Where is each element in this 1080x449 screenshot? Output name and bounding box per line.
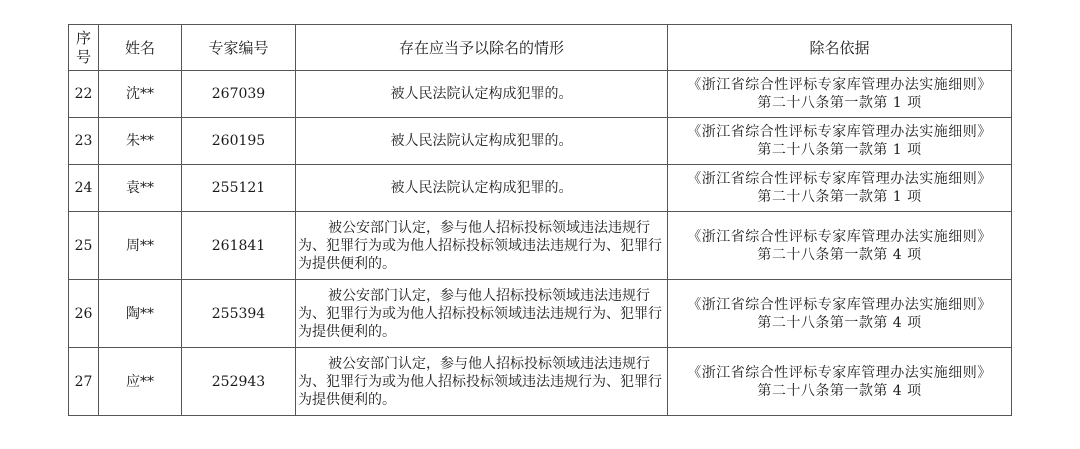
- expert-removal-table: [68, 24, 1012, 416]
- header-number: [69, 25, 99, 71]
- row-number: 27: [69, 348, 99, 416]
- row-circumstance-text: 被公安部门认定，参与他人招标投标领域违法违规行为、犯罪行为或为他人招标投标领域违法违规行为、犯罪行为提供便利的。: [298, 355, 662, 408]
- row-circumstance: 被人民法院认定构成犯罪的。: [296, 165, 668, 212]
- row-circumstance-text: 被公安部门认定，参与他人招标投标领域违法违规行为、犯罪行为或为他人招标投标领域违法违规行为、犯罪行为提供便利的。: [298, 287, 662, 340]
- table-row: [69, 165, 1012, 212]
- row-basis-line1: 《浙江省综合性评标专家库管理办法实施细则》: [687, 77, 992, 93]
- header-name: 姓名: [99, 25, 182, 71]
- row-basis-line1: 《浙江省综合性评标专家库管理办法实施细则》: [687, 171, 992, 187]
- row-number: 25: [69, 212, 99, 280]
- row-basis: [668, 165, 1012, 212]
- row-name: 沈**: [99, 71, 182, 118]
- table-row: [69, 71, 1012, 118]
- header-basis: 除名依据: [668, 25, 1012, 71]
- table-row: [69, 118, 1012, 165]
- row-number: 23: [69, 118, 99, 165]
- table-header-row: [69, 25, 1012, 71]
- row-basis-line2: 第二十八条第一款第 4 项: [757, 246, 922, 263]
- table-row: [69, 348, 1012, 416]
- row-circumstance: [296, 212, 668, 280]
- row-basis-line2: 第二十八条第一款第 4 项: [757, 314, 922, 331]
- row-basis: [668, 118, 1012, 165]
- row-circumstance-text: 被公安部门认定，参与他人招标投标领域违法违规行为、犯罪行为或为他人招标投标领域违法违规行为、犯罪行为提供便利的。: [298, 219, 662, 272]
- row-basis: [668, 348, 1012, 416]
- row-basis-line1: 《浙江省综合性评标专家库管理办法实施细则》: [687, 364, 992, 381]
- header-number-line2: 号: [75, 47, 91, 66]
- row-basis-line2: 第二十八条第一款第 1 项: [757, 142, 922, 158]
- row-name: 应**: [99, 348, 182, 416]
- row-basis-line2: 第二十八条第一款第 1 项: [757, 95, 922, 111]
- row-basis-line1: 《浙江省综合性评标专家库管理办法实施细则》: [687, 228, 992, 245]
- row-expert-id: 255121: [182, 165, 296, 212]
- table-row: [69, 212, 1012, 280]
- row-number: 26: [69, 280, 99, 348]
- row-basis-line1: 《浙江省综合性评标专家库管理办法实施细则》: [687, 124, 992, 140]
- row-expert-id: 255394: [182, 280, 296, 348]
- header-expert-id: 专家编号: [182, 25, 296, 71]
- header-number-line1: 序: [75, 28, 91, 47]
- header-circumstance: 存在应当予以除名的情形: [296, 25, 668, 71]
- row-name: 朱**: [99, 118, 182, 165]
- row-basis-line2: 第二十八条第一款第 4 项: [757, 382, 922, 399]
- row-basis-line2: 第二十八条第一款第 1 项: [757, 189, 922, 205]
- row-circumstance: [296, 280, 668, 348]
- row-basis: [668, 212, 1012, 280]
- row-name: 陶**: [99, 280, 182, 348]
- row-number: 24: [69, 165, 99, 212]
- row-basis: [668, 71, 1012, 118]
- row-number: 22: [69, 71, 99, 118]
- row-expert-id: 267039: [182, 71, 296, 118]
- row-circumstance: [296, 348, 668, 416]
- row-expert-id: 252943: [182, 348, 296, 416]
- row-name: 周**: [99, 212, 182, 280]
- row-expert-id: 261841: [182, 212, 296, 280]
- row-basis: [668, 280, 1012, 348]
- row-name: 袁**: [99, 165, 182, 212]
- row-circumstance: 被人民法院认定构成犯罪的。: [296, 71, 668, 118]
- table-row: [69, 280, 1012, 348]
- row-basis-line1: 《浙江省综合性评标专家库管理办法实施细则》: [687, 296, 992, 313]
- row-expert-id: 260195: [182, 118, 296, 165]
- row-circumstance: 被人民法院认定构成犯罪的。: [296, 118, 668, 165]
